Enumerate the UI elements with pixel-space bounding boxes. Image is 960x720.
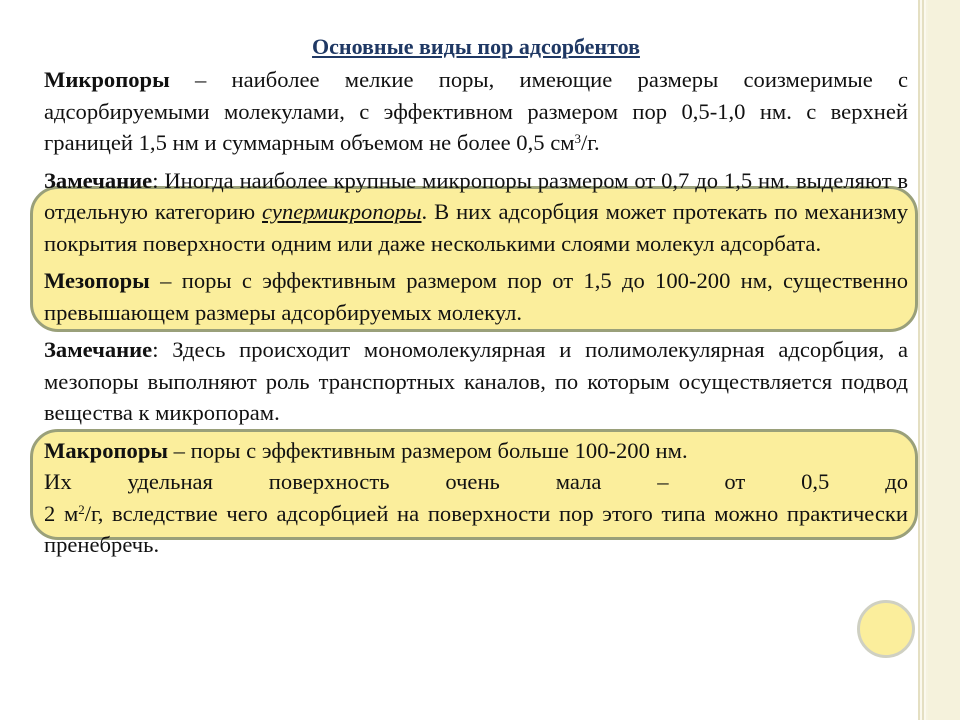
macropores-line-3-pre: 2 м xyxy=(44,500,79,526)
superscript-3: 3 xyxy=(574,131,582,146)
slide-content xyxy=(44,32,908,561)
superscript-2: 2 xyxy=(78,501,85,517)
right-decorative-border xyxy=(918,0,960,720)
note-1-text-after: . В них адсорбция может протекать по механизму покрытия поверхности одним или даже несколькими слоями молекул адсорбата. xyxy=(44,199,908,256)
macropores-line-3-post: /г, вследствие чего адсорбцией на поверхности пор этого типа можно практически пренебречь. xyxy=(44,500,908,557)
note-1-text-before: : Иногда наиболее крупные микропоры размером от 0,7 до 1,5 нм. выделяют в отдельную категорию xyxy=(44,167,908,224)
macropores-line-1: – поры с эффективным размером больше 100-200 нм. xyxy=(168,437,688,463)
macropores-line-3 xyxy=(44,498,908,561)
term-mesopores: Мезопоры xyxy=(44,268,150,293)
term-supermicropores: супермикропоры xyxy=(262,199,422,224)
term-micropores: Микропоры xyxy=(44,67,170,92)
slide-title: Основные виды пор адсорбентов xyxy=(312,34,640,59)
mesopores-text: – поры с эффективным размером пор от 1,5 до 100-200 нм, существенно превышающем размеры адсорбируемых молекул. xyxy=(44,268,908,325)
paragraph-micropores xyxy=(44,64,908,159)
paragraph-macropores xyxy=(44,435,908,467)
macropores-line-2-text: Их удельная поверхность очень мала – от 0,5 до xyxy=(44,469,908,494)
decorative-circle xyxy=(857,600,915,658)
paragraph-note-1 xyxy=(44,165,908,260)
macropores-line-2 xyxy=(44,466,908,498)
term-note-1: Замечание xyxy=(44,167,153,193)
paragraph-note-2 xyxy=(44,334,908,429)
micropores-text: – наиболее мелкие поры, имеющие размеры соизмеримые с адсорбируемыми молекулами, с эффективном размером пор 0,5-1,0 нм. с верхней границей 1,5 нм и суммарным объемом не более 0,5 см xyxy=(44,67,908,155)
term-note-2: Замечание xyxy=(44,337,153,362)
border-stripe xyxy=(918,0,926,720)
note-2-text: : Здесь происходит мономолекулярная и полимолекулярная адсорбция, а мезопоры выполняют роль транспортных каналов, по которым осуществляется подвод вещества к микропорам. xyxy=(44,337,908,425)
border-panel xyxy=(928,0,960,720)
term-macropores: Макропоры xyxy=(44,437,169,463)
paragraph-mesopores xyxy=(44,265,908,328)
micropores-tail: /г. xyxy=(581,130,600,155)
